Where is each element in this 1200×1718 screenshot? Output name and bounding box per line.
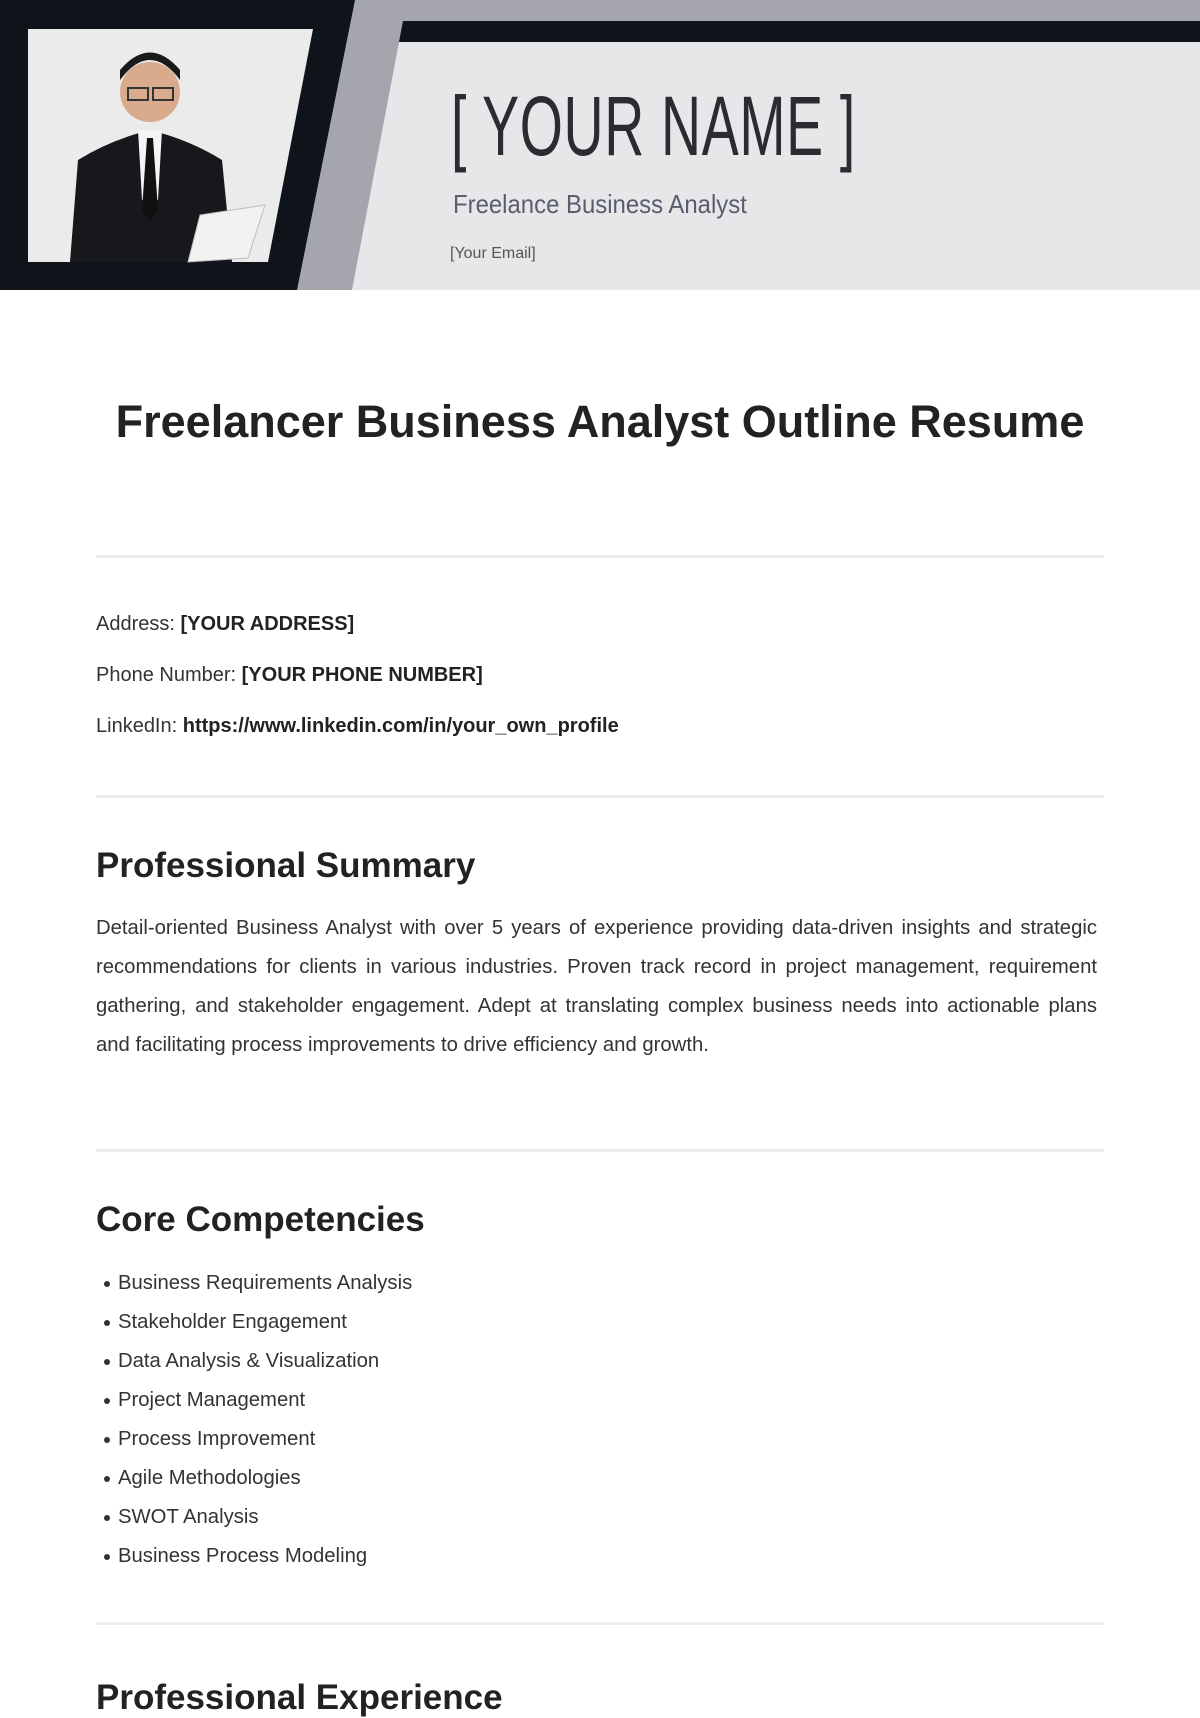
competencies-list <box>104 1264 412 1576</box>
address-label: Address: <box>96 613 175 635</box>
address-value: [YOUR ADDRESS] <box>180 613 355 635</box>
list-item: SWOT Analysis <box>104 1498 412 1537</box>
candidate-role: Freelance Business Analyst <box>453 189 747 219</box>
bullet-icon <box>104 1359 110 1365</box>
bullet-icon <box>104 1437 110 1443</box>
bullet-icon <box>104 1398 110 1404</box>
resume-title: Freelancer Business Analyst Outline Resume <box>115 396 1085 447</box>
divider <box>96 1622 1104 1625</box>
bullet-icon <box>104 1476 110 1482</box>
profile-photo <box>28 29 313 262</box>
list-item: Stakeholder Engagement <box>104 1303 412 1342</box>
candidate-email: [Your Email] <box>450 245 536 262</box>
divider <box>96 795 1104 798</box>
experience-heading: Professional Experience <box>96 1678 503 1717</box>
divider <box>96 1149 1104 1152</box>
candidate-name: [ YOUR NAME ] <box>451 79 856 173</box>
list-item: Data Analysis & Visualization <box>104 1342 412 1381</box>
bullet-icon <box>104 1515 110 1521</box>
linkedin-link[interactable]: https://www.linkedin.com/in/your_own_profile <box>182 715 619 737</box>
address-line <box>96 613 354 636</box>
list-item: Project Management <box>104 1381 412 1420</box>
resume-header <box>0 0 1200 290</box>
phone-line <box>96 664 483 687</box>
phone-label: Phone Number: <box>96 664 237 686</box>
bullet-icon <box>104 1554 110 1560</box>
list-item: Business Requirements Analysis <box>104 1264 412 1303</box>
bullet-icon <box>104 1281 110 1287</box>
competencies-heading: Core Competencies <box>96 1200 425 1239</box>
linkedin-line <box>96 715 619 738</box>
phone-value: [YOUR PHONE NUMBER] <box>241 664 483 686</box>
summary-text: Detail-oriented Business Analyst with over 5 years of experience providing data-driven insights and strategic recommendations for clients in various industries. Proven track record in project management, requirement gathering, and stakeholder engagement. Adept at translating complex business needs into actionable plans and facilitating process improvements to drive efficiency and growth. <box>96 917 1097 1056</box>
linkedin-label: LinkedIn: <box>96 715 178 737</box>
bullet-icon <box>104 1320 110 1326</box>
list-item: Process Improvement <box>104 1420 412 1459</box>
summary-heading: Professional Summary <box>96 846 476 885</box>
list-item: Business Process Modeling <box>104 1537 412 1576</box>
divider <box>96 555 1104 558</box>
list-item: Agile Methodologies <box>104 1459 412 1498</box>
